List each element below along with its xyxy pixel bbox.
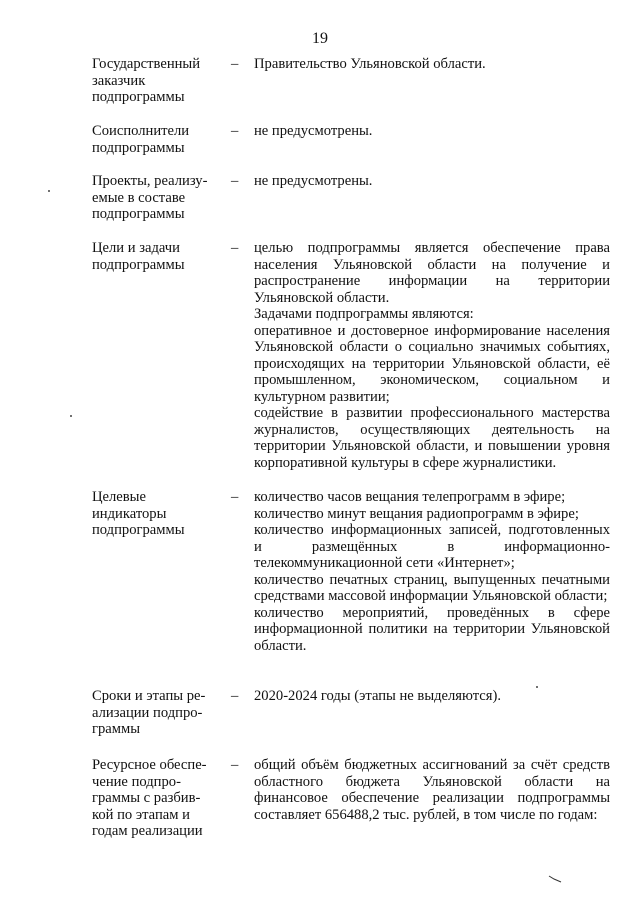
label-line: заказчик (92, 72, 146, 89)
value-paragraph: количество часов вещания телепрограмм в эфире; (254, 489, 566, 505)
label-line: Сроки и этапы ре- (92, 688, 206, 704)
scan-speck (70, 415, 72, 417)
label-line: емые в составе (92, 189, 186, 206)
label-line: Цели и задачи (92, 240, 180, 256)
label-line: кой по этапам и (92, 806, 190, 823)
value-paragraph: содействие в развитии профессионального мастерства журналистов, осуществляющих деятельность на территории Ульяновской области, и повышении уровня корпоративной культуры в сфере журналистики. (254, 405, 610, 471)
label-line: граммы (92, 721, 141, 737)
label-line: индикаторы (92, 505, 167, 522)
row-dash: – (231, 240, 239, 256)
label-line: подпрограммы (92, 206, 185, 222)
row-dash: – (231, 123, 239, 139)
row-dash: – (231, 173, 239, 189)
row-label (92, 173, 224, 223)
label-line: подпрограммы (92, 89, 185, 105)
label-line: граммы с разбив- (92, 790, 201, 806)
label-line: подпрограммы (92, 256, 185, 273)
row-value (254, 489, 610, 654)
scan-scratch (548, 875, 562, 883)
row-label (92, 757, 224, 840)
label-line: Соисполнители (92, 123, 190, 139)
row-value (254, 688, 610, 705)
scan-speck (48, 190, 50, 192)
row-value (254, 123, 610, 140)
label-line: годам реализации (92, 823, 203, 839)
value-paragraph: не предусмотрены. (254, 123, 373, 139)
label-line: Проекты, реализу- (92, 173, 208, 189)
value-paragraph: общий объём бюджетных ассигнований за счёт средств областного бюджета Ульяновской области на финансовое обеспечение реализации подпрограммы составляет 656488,2 тыс. рублей, в том числе по годам: (254, 757, 610, 823)
value-paragraph: Правительство Ульяновской области. (254, 56, 486, 72)
row-label (92, 123, 224, 156)
row-value (254, 757, 610, 823)
row-label (92, 489, 224, 539)
row-label (92, 688, 224, 738)
row-label (92, 56, 224, 106)
row-value (254, 56, 610, 73)
label-line: ализации подпро- (92, 704, 203, 721)
page-number: 19 (312, 30, 328, 47)
row-dash: – (231, 56, 239, 72)
label-line: Государственный (92, 56, 201, 72)
value-paragraph: Задачами подпрограммы являются: (254, 306, 474, 322)
scan-speck (536, 686, 538, 688)
row-label (92, 240, 224, 273)
value-paragraph: количество печатных страниц, выпущенных печатными средствами массовой информации Ульяновской области; (254, 571, 610, 604)
label-line: подпрограммы (92, 139, 185, 156)
value-paragraph: количество минут вещания радиопрограмм в эфире; (254, 505, 579, 522)
row-dash: – (231, 757, 239, 773)
value-paragraph: целью подпрограммы является обеспечение права населения Ульяновской области на получение и распространение информации на территории Ульяновской области. (254, 240, 610, 306)
value-paragraph: оперативное и достоверное информирование населения Ульяновской области о социально значимых событиях, происходящих на территории Ульяновской области, её промышленном, экономическом, социальном и культурном развитии; (254, 322, 610, 405)
label-line: подпрограммы (92, 522, 185, 538)
row-dash: – (231, 688, 239, 704)
label-line: чение подпро- (92, 773, 181, 790)
value-paragraph: количество информационных записей, подготовленных и размещённых в информационно-телекоммуникационной сети «Интернет»; (254, 522, 610, 571)
value-paragraph: 2020-2024 годы (этапы не выделяются). (254, 688, 501, 704)
row-value (254, 240, 610, 471)
label-line: Ресурсное обеспе- (92, 757, 207, 773)
label-line: Целевые (92, 489, 146, 505)
value-paragraph: количество мероприятий, проведённых в сфере информационной политики на территории Ульяновской области. (254, 604, 610, 654)
value-paragraph: не предусмотрены. (254, 173, 373, 189)
row-dash: – (231, 489, 239, 505)
row-value (254, 173, 610, 190)
